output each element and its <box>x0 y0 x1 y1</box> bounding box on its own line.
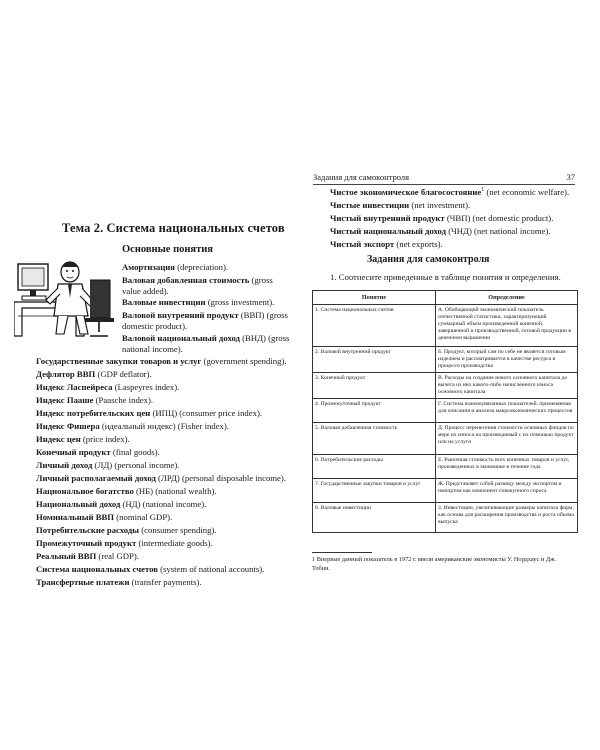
glossary-term <box>122 275 292 296</box>
term-gloss: (net investment). <box>409 200 471 210</box>
glossary-term <box>122 333 292 354</box>
glossary-term <box>36 382 296 393</box>
glossary-term <box>36 369 296 380</box>
term-name: Индекс Пааше <box>36 395 94 405</box>
term-gloss: (final goods). <box>110 447 160 457</box>
glossary-term <box>36 460 296 471</box>
concept-cell: 5. Валовая добавленная стоимость <box>313 423 436 455</box>
term-gloss: (net economic welfare). <box>484 187 570 197</box>
glossary-term <box>36 356 296 367</box>
glossary-term <box>330 200 470 210</box>
running-head-title: Задания для самоконтроля <box>313 172 409 182</box>
definition-cell: В. Расходы на создание нового основного капитала до вычета из них какого-либо начисленного износа основного капитала <box>436 373 578 399</box>
definition-cell: Б. Продукт, который сам по себе не является готовым изделием и рассматривается в качестве ресурса в процессе производства <box>436 347 578 373</box>
term-name: Индекс цен <box>36 434 81 444</box>
term-name: Дефлятор ВВП <box>36 369 96 379</box>
term-gloss: (transfer payments). <box>129 577 202 587</box>
page-number: 37 <box>566 172 575 182</box>
table-row <box>313 503 578 533</box>
term-gloss: (system of national accounts). <box>157 564 265 574</box>
term-name: Амортизация <box>122 262 175 272</box>
term-gloss: (ЧВП) (net domestic product). <box>444 213 554 223</box>
glossary-term <box>330 213 553 223</box>
glossary-term <box>330 239 443 249</box>
term-gloss: (government spending). <box>201 356 287 366</box>
table-row <box>313 423 578 455</box>
table-row <box>313 455 578 479</box>
definition-cell: А. Обобщающий экономический показатель отечественной статистики, характеризующий суммарный объем произведенной конечной, завершенной и производственной, готовой продукции в денежном выражении <box>436 305 578 347</box>
definition-cell: З. Инвестиции, увеличивающие размеры капитала фирм, как основа для расширения производства и роста объема выпуска <box>436 503 578 533</box>
term-name: Личный доход <box>36 460 93 470</box>
term-gloss: (ВВП) (gross domestic product). <box>122 310 288 331</box>
glossary-term <box>36 525 296 536</box>
term-name: Чистые инвестиции <box>330 200 410 210</box>
tasks-heading: Задания для самоконтроля <box>367 254 490 265</box>
term-name: Реальный ВВП <box>36 551 97 561</box>
term-gloss: (идеальный индекс) (Fisher index). <box>99 421 229 431</box>
glossary-term <box>36 473 296 484</box>
concept-cell: 3. Конечный продукт <box>313 373 436 399</box>
glossary-term <box>36 408 296 419</box>
term-name: Валовая добавленная стоимость <box>122 275 250 285</box>
task-1-text: 1. Соотнесите приведенные в таблице понятия и определения. <box>330 272 561 282</box>
term-name: Индекс Ласпейреса <box>36 382 113 392</box>
term-gloss: (Paasche index). <box>93 395 154 405</box>
term-name: Валовые инвестиции <box>122 297 206 307</box>
term-name: Конечный продукт <box>36 447 111 457</box>
term-gloss: (intermediate goods). <box>136 538 213 548</box>
term-gloss: (real GDP). <box>96 551 139 561</box>
term-gloss: (gross value added). <box>122 275 273 296</box>
glossary-term <box>36 538 296 549</box>
glossary-term <box>36 395 296 406</box>
term-gloss: (ЧНД) (net national income). <box>446 226 551 236</box>
term-gloss: (net exports). <box>394 239 443 249</box>
glossary-term <box>122 262 292 273</box>
glossary-term <box>330 226 551 236</box>
glossary-term <box>36 551 296 562</box>
term-name: Номинальный ВВП <box>36 512 115 522</box>
basic-concepts-heading: Основные понятия <box>122 244 213 255</box>
term-gloss: (ИПЦ) (consumer price index). <box>150 408 263 418</box>
concept-cell: 1. Система национальных счетов <box>313 305 436 347</box>
term-gloss: (nominal GDP). <box>114 512 173 522</box>
term-name: Чистый экспорт <box>330 239 395 249</box>
term-gloss: (НБ) (national wealth). <box>133 486 217 496</box>
glossary-term <box>36 564 296 575</box>
term-name: Индекс Фишера <box>36 421 100 431</box>
term-name: Чистый национальный доход <box>330 226 447 236</box>
definition-cell: Д. Процесс перенесения стоимости основных фондов по мере их износа на производимый с их помощью продукт или на услуги <box>436 423 578 455</box>
glossary-term <box>330 187 569 197</box>
header-concept: Понятие <box>313 291 436 305</box>
term-name: Трансфертные платежи <box>36 577 130 587</box>
term-name: Потребительские расходы <box>36 525 140 535</box>
term-name: Валовой внутренний продукт <box>122 310 239 320</box>
concept-cell: 8. Валовые инвестиции <box>313 503 436 533</box>
term-gloss: (GDP deflator). <box>95 369 152 379</box>
term-gloss: (depreciation). <box>174 262 229 272</box>
footnote-rule <box>312 552 372 553</box>
glossary-term <box>36 434 296 445</box>
definition-cell: Г. Система взаимоувязанных показателей, применяемая для описания и анализа макроэкономических процессов <box>436 399 578 423</box>
definition-cell: Ж. Представляет собой разницу между экспортом и импортом как компонент совокупного спроса <box>436 479 578 503</box>
term-name: Национальный доход <box>36 499 121 509</box>
table-row <box>313 347 578 373</box>
term-gloss: (ЛРД) (personal disposable income). <box>155 473 286 483</box>
term-name: Государственные закупки товаров и услуг <box>36 356 202 366</box>
matching-table <box>312 290 578 533</box>
footnote-marker: 1 <box>481 187 485 194</box>
table-header-row <box>313 291 578 305</box>
glossary-term <box>36 447 296 458</box>
concept-cell: 2. Валовой внутренний продукт <box>313 347 436 373</box>
term-name: Чистый внутренний продукт <box>330 213 445 223</box>
header-definition: Определение <box>436 291 578 305</box>
table-row <box>313 305 578 347</box>
term-gloss: (gross investment). <box>205 297 275 307</box>
term-gloss: (ЛД) (personal income). <box>92 460 180 470</box>
concept-cell: 7. Государственные закупки товаров и услуг <box>313 479 436 503</box>
term-name: Система национальных счетов <box>36 564 158 574</box>
term-name: Национальное богатство <box>36 486 134 496</box>
concept-cell: 4. Промежуточный продукт <box>313 399 436 423</box>
term-gloss: (price index). <box>80 434 130 444</box>
topic-title: Тема 2. Система национальных счетов <box>62 221 285 235</box>
term-gloss: (ВНД) (gross national income). <box>122 333 290 354</box>
term-name: Индекс потребительских цен <box>36 408 151 418</box>
term-gloss: (Laspeyres index). <box>112 382 180 392</box>
table-row <box>313 399 578 423</box>
footnote: 1 Впервые данный показатель в 1972 г. ввели американские экономисты У. Нордхаус и Дж. Тобин. <box>312 556 557 572</box>
glossary-term <box>36 421 296 432</box>
glossary-term <box>36 512 296 523</box>
businessman-illustration <box>14 258 124 340</box>
term-name: Валовой национальный доход <box>122 333 240 343</box>
term-name: Промежуточный продукт <box>36 538 137 548</box>
glossary-term <box>36 486 296 497</box>
table-row <box>313 373 578 399</box>
glossary-term <box>36 577 296 588</box>
running-head <box>313 172 575 185</box>
glossary-term <box>122 297 292 308</box>
definition-cell: Е. Рыночная стоимость всех конечных товаров и услуг, произведенных в экономике в течение года <box>436 455 578 479</box>
term-gloss: (НД) (national income). <box>120 499 207 509</box>
table-row <box>313 479 578 503</box>
term-name: Личный располагаемый доход <box>36 473 156 483</box>
glossary-term <box>122 310 292 331</box>
term-gloss: (consumer spending). <box>139 525 217 535</box>
glossary-term <box>36 499 296 510</box>
term-name: Чистое экономическое благосостояние <box>330 187 482 197</box>
concept-cell: 6. Потребительские расходы <box>313 455 436 479</box>
